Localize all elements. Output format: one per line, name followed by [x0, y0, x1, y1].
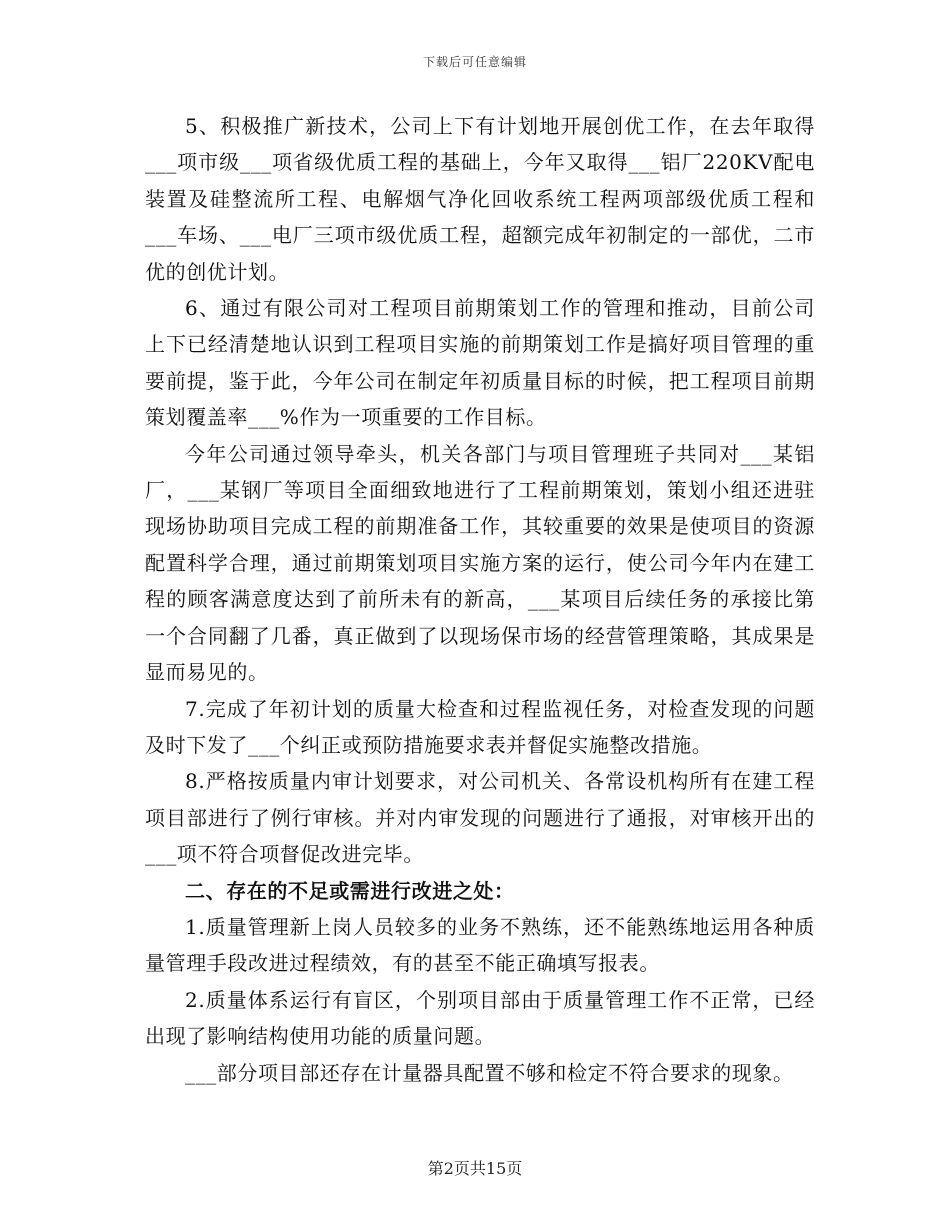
paragraph-item-6: 6、通过有限公司对工程项目前期策划工作的管理和推动，目前公司上下已经清楚地认识到工程项目实施的前期策划工作是搞好项目管理的重要前提，鉴于此，今年公司在制定年初质量目标的时候，把工程项目前期策划覆盖率___%作为一项重要的工作目标。	[145, 296, 815, 430]
page-header-note: 下载后可任意编辑	[422, 55, 527, 69]
paragraph-issue-3: ___部分项目部还存在计量器具配置不够和检定不符合要求的现象。	[185, 1060, 794, 1085]
paragraph-project-planning: 今年公司通过领导牵头，机关各部门与项目管理班子共同对___某铝厂，___某钢厂等项目全面细致地进行了工程前期策划，策划小组还进驻现场协助项目完成工程的前期准备工作，其较重要的效果是使项目的资源配置科学合理，通过前期策划项目实施方案的运行，使公司今年内在建工程的顾客满意度达到了前所未有的新高，___某项目后续任务的承接比第一个合同翻了几番，真正做到了以现场保市场的经营管理策略，其成果是显而易见的。	[145, 441, 815, 685]
paragraph-issue-1: 1.质量管理新上岗人员较多的业务不熟练，还不能熟练地运用各种质量管理手段改进过程绩效，有的甚至不能正确填写报表。	[145, 914, 815, 976]
paragraph-item-7: 7.完成了年初计划的质量大检查和过程监视任务，对检查发现的问题及时下发了___个纠正或预防措施要求表并督促实施整改措施。	[145, 696, 815, 757]
paragraph-issue-2: 2.质量体系运行有盲区，个别项目部由于质量管理工作不正常，已经出现了影响结构使用功能的质量问题。	[145, 987, 815, 1049]
page-number: 第2页共15页	[427, 1159, 523, 1178]
paragraph-item-8: 8.严格按质量内审计划要求，对公司机关、各常设机构所有在建工程项目部进行了例行审核。并对内审发现的问题进行了通报，对审核开出的___项不符合项督促改进完毕。	[145, 769, 815, 867]
document-body	[145, 108, 815, 1091]
paragraph-item-5: 5、积极推广新技术，公司上下有计划地开展创优工作，在去年取得___项市级___项省级优质工程的基础上，今年又取得___铝厂220KV配电装置及硅整流所工程、电解烟气净化回收系统工程两项部级优质工程和___车场、___电厂三项市级优质工程，超额完成年初制定的一部优，二市优的创优计划。	[145, 114, 815, 284]
section-heading: 二、存在的不足或需进行改进之处：	[185, 878, 515, 903]
